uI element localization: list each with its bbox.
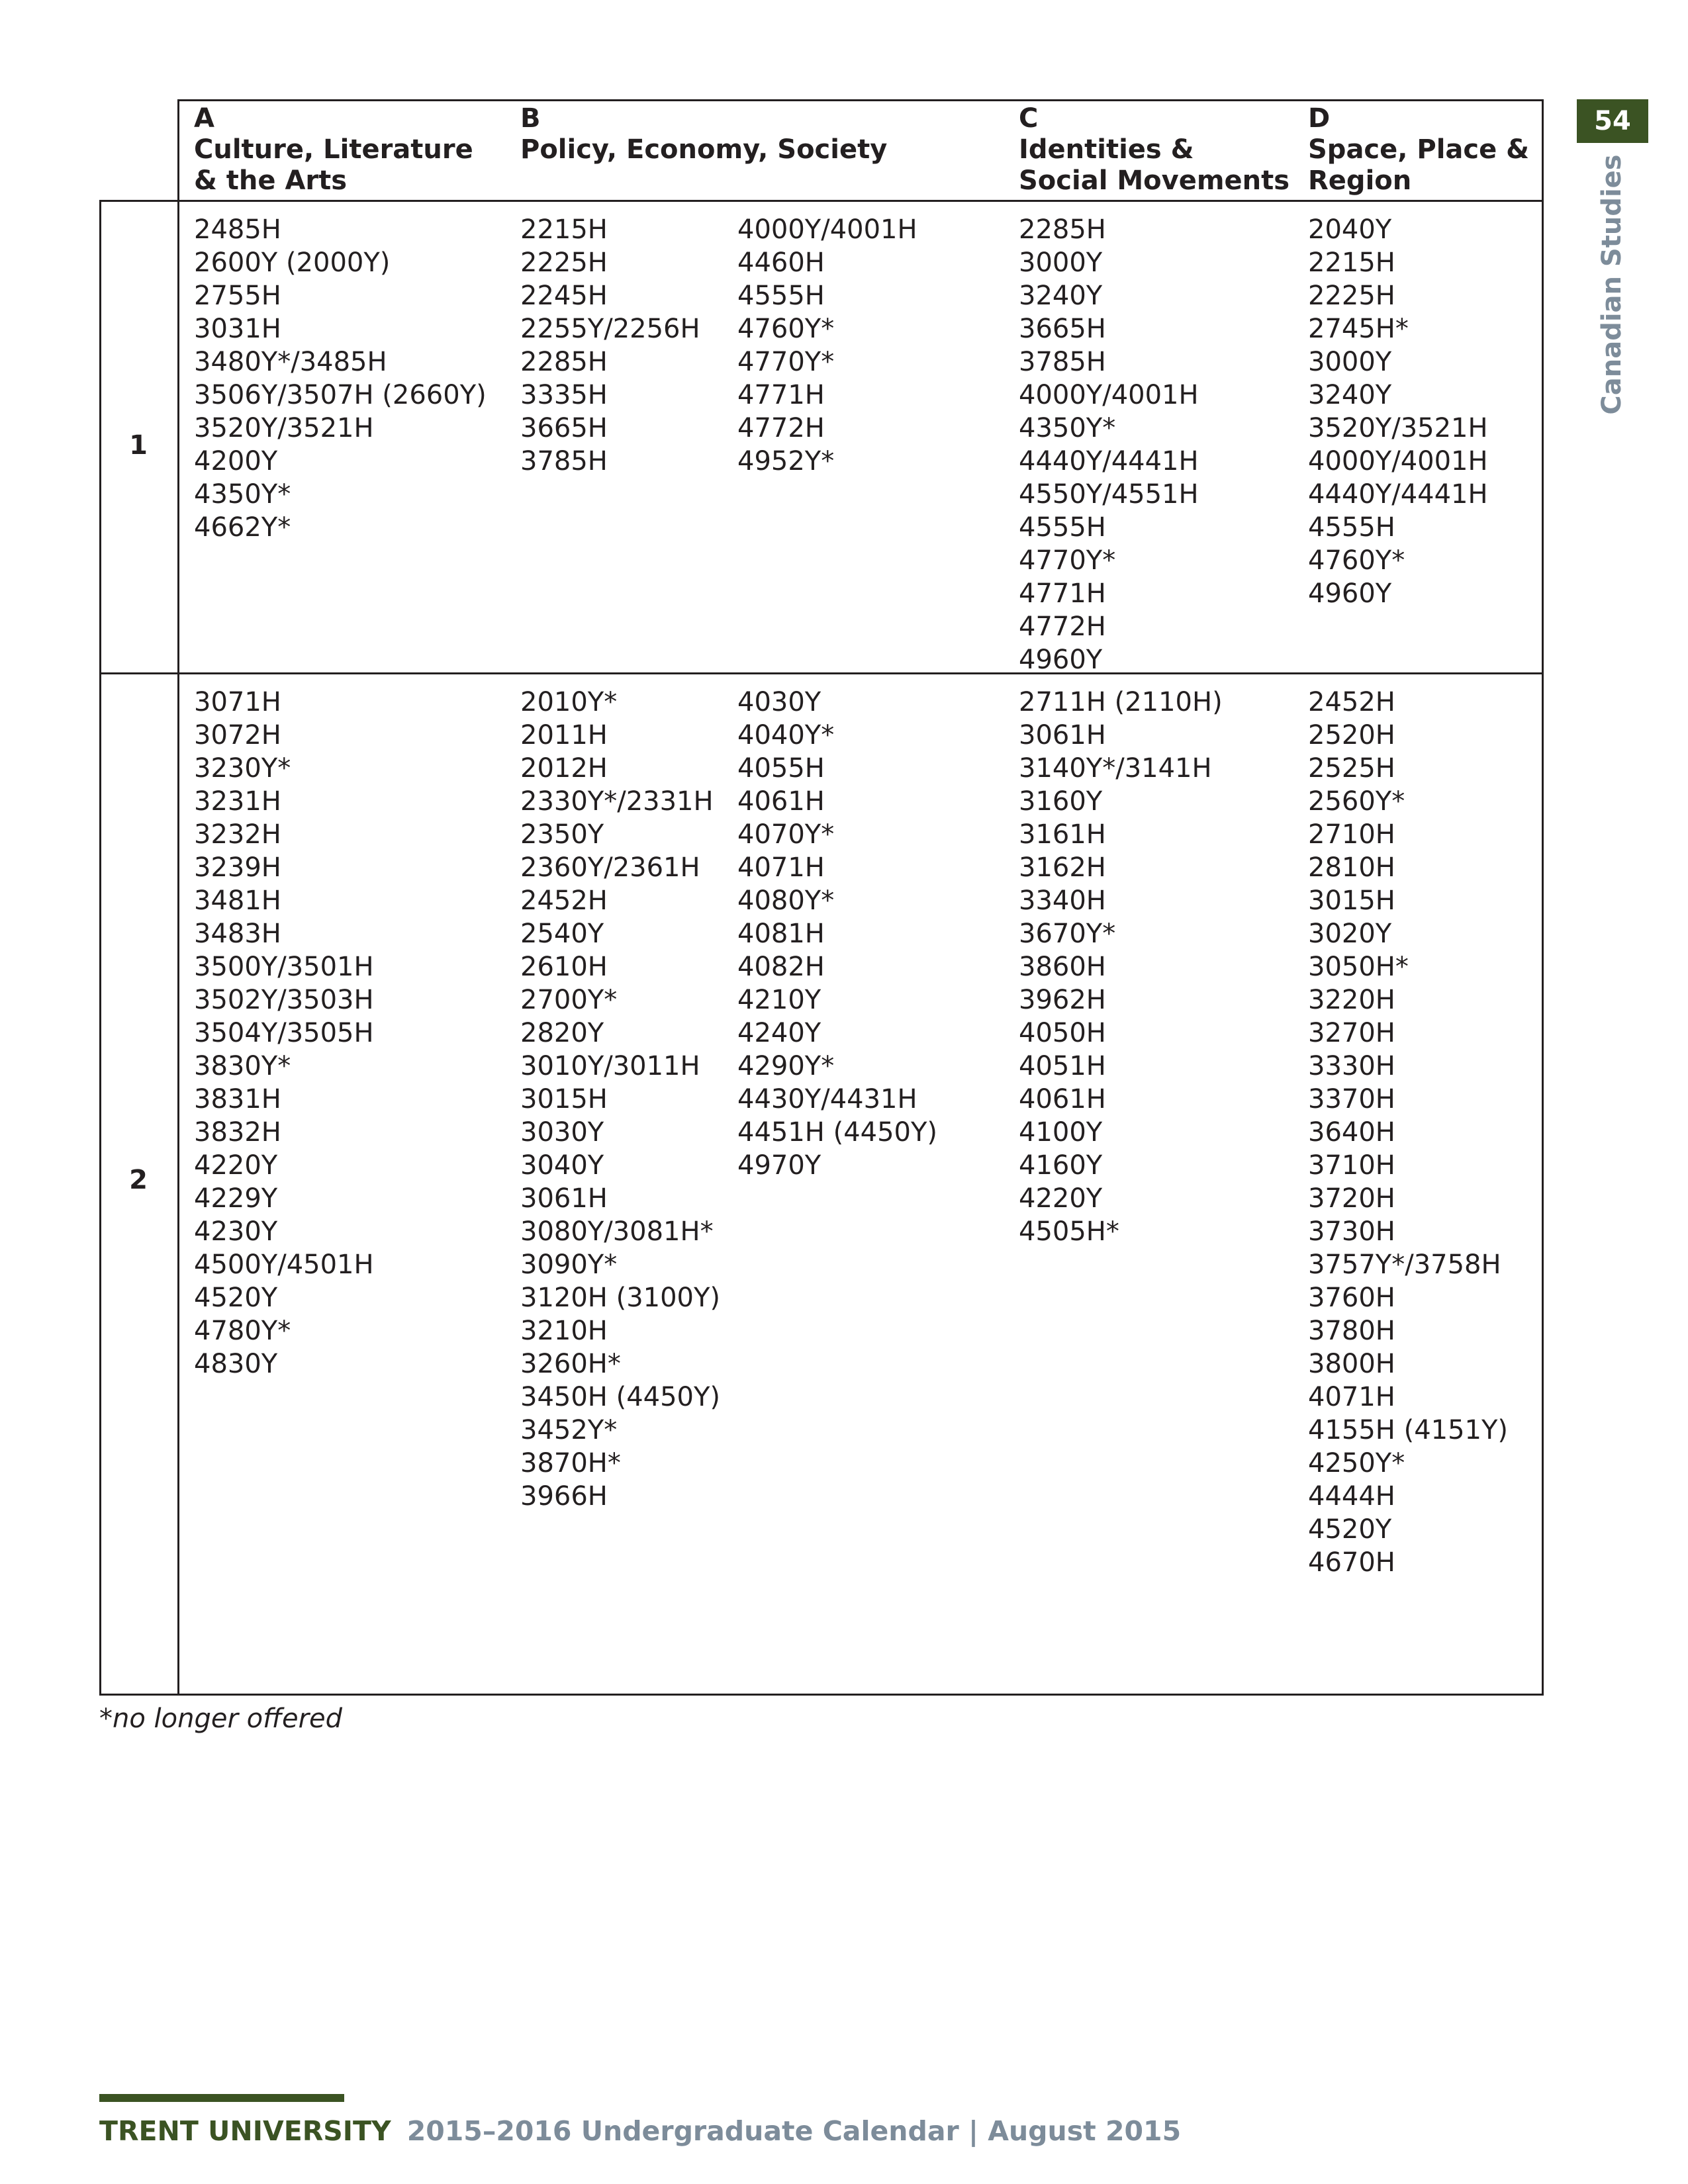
- course-code: 2225H: [1308, 281, 1395, 311]
- course-code: 4760Y*: [1308, 545, 1405, 576]
- course-code: 3785H: [520, 446, 608, 477]
- course-code: 3520Y/3521H: [1308, 413, 1488, 443]
- table-border-header: [99, 200, 1544, 202]
- course-code: 3710H: [1308, 1150, 1395, 1181]
- course-code: 4771H: [1019, 578, 1106, 609]
- course-code: 4160Y: [1019, 1150, 1103, 1181]
- course-code: 2710H: [1308, 819, 1395, 850]
- course-code: 3500Y/3501H: [194, 952, 374, 982]
- course-code: 4290Y*: [737, 1051, 835, 1081]
- course-code: 3015H: [520, 1084, 608, 1115]
- course-code: 2525H: [1308, 753, 1395, 784]
- course-code: 3000Y: [1019, 248, 1103, 278]
- course-code: 3031H: [194, 314, 281, 344]
- course-code: 3870H*: [520, 1448, 621, 1479]
- course-code: 4771H: [737, 380, 825, 410]
- row-2-column-b1: [520, 686, 720, 1513]
- course-code: 4770Y*: [1019, 545, 1116, 576]
- course-code: 3506Y/3507H (2660Y): [194, 380, 487, 410]
- course-code: 3000Y: [1308, 347, 1392, 377]
- course-code: 4500Y/4501H: [194, 1250, 374, 1280]
- course-code: 3080Y/3081H*: [520, 1216, 714, 1247]
- course-code: 2245H: [520, 281, 608, 311]
- course-code: 3480Y*/3485H: [194, 347, 387, 377]
- course-code: 4520Y: [194, 1283, 278, 1313]
- course-code: 4760Y*: [737, 314, 835, 344]
- course-code: 4350Y*: [194, 479, 291, 510]
- course-code: 4055H: [737, 753, 825, 784]
- course-code: 3340H: [1019, 886, 1106, 916]
- row-2-column-c: [1019, 686, 1223, 1248]
- course-code: 3481H: [194, 886, 281, 916]
- course-code: 3760H: [1308, 1283, 1395, 1313]
- course-code: 4444H: [1308, 1481, 1395, 1512]
- course-code: 4070Y*: [737, 819, 835, 850]
- table-border-label-column: [177, 99, 179, 1696]
- course-code: 4229Y: [194, 1183, 278, 1214]
- course-code: 4520Y: [1308, 1514, 1392, 1545]
- column-header-letter: D: [1308, 103, 1331, 134]
- course-code: 4555H: [1308, 512, 1395, 543]
- course-code: 4061H: [1019, 1084, 1106, 1115]
- course-code: 2810H: [1308, 852, 1395, 883]
- course-code: 3330H: [1308, 1051, 1395, 1081]
- course-code: 3061H: [1019, 720, 1106, 751]
- course-code: 3220H: [1308, 985, 1395, 1015]
- course-code: 3780H: [1308, 1316, 1395, 1346]
- column-header-letter: A: [194, 103, 214, 134]
- course-code: 3239H: [194, 852, 281, 883]
- course-code: 2560Y*: [1308, 786, 1405, 817]
- course-code: 3161H: [1019, 819, 1106, 850]
- course-code: 3071H: [194, 687, 281, 717]
- course-code: 2700Y*: [520, 985, 618, 1015]
- table-border-left: [99, 200, 101, 1696]
- course-code: 3260H*: [520, 1349, 621, 1379]
- course-code: 4071H: [1308, 1382, 1395, 1412]
- course-code: 4555H: [1019, 512, 1106, 543]
- course-code: 3832H: [194, 1117, 281, 1148]
- course-code: 4662Y*: [194, 512, 291, 543]
- course-code: 4230Y: [194, 1216, 278, 1247]
- section-side-label: Canadian Studies: [1597, 154, 1627, 415]
- course-code: 4071H: [737, 852, 825, 883]
- course-code: 4220Y: [194, 1150, 278, 1181]
- course-code: 4440Y/4441H: [1019, 446, 1199, 477]
- column-header-title: Identities & Social Movements: [1019, 134, 1290, 196]
- course-code: 4210Y: [737, 985, 821, 1015]
- course-code: 4000Y/4001H: [1019, 380, 1199, 410]
- course-code: 4952Y*: [737, 446, 835, 477]
- course-table: [99, 99, 1544, 1696]
- course-code: 4000Y/4001H: [737, 214, 917, 245]
- course-code: 2285H: [1019, 214, 1106, 245]
- course-code: 2215H: [520, 214, 608, 245]
- course-code: 4200Y: [194, 446, 278, 477]
- course-code: 3830Y*: [194, 1051, 291, 1081]
- course-code: 4350Y*: [1019, 413, 1116, 443]
- course-code: 4770Y*: [737, 347, 835, 377]
- course-code: 3785H: [1019, 347, 1106, 377]
- column-header-title: Culture, Literature & the Arts: [194, 134, 473, 196]
- course-code: 3015H: [1308, 886, 1395, 916]
- course-code: 4550Y/4551H: [1019, 479, 1199, 510]
- course-code: 3072H: [194, 720, 281, 751]
- course-code: 4505H*: [1019, 1216, 1119, 1247]
- footnote: *no longer offered: [99, 1704, 343, 1734]
- course-code: 4451H (4450Y): [737, 1117, 938, 1148]
- table-border-row-divider: [99, 672, 1544, 674]
- course-code: 2225H: [520, 248, 608, 278]
- course-code: 4240Y: [737, 1018, 821, 1048]
- course-code: 2745H*: [1308, 314, 1409, 344]
- course-code: 2711H (2110H): [1019, 687, 1223, 717]
- course-code: 2485H: [194, 214, 281, 245]
- column-header-b: [520, 99, 887, 165]
- course-code: 4050H: [1019, 1018, 1106, 1048]
- course-code: 4772H: [737, 413, 825, 443]
- course-code: 3120H (3100Y): [520, 1283, 721, 1313]
- course-code: 4250Y*: [1308, 1448, 1405, 1479]
- course-code: 2520H: [1308, 720, 1395, 751]
- course-code: 4830Y: [194, 1349, 278, 1379]
- course-code: 2360Y/2361H: [520, 852, 700, 883]
- course-code: 3665H: [1019, 314, 1106, 344]
- course-code: 4061H: [737, 786, 825, 817]
- table-border-right: [1542, 99, 1544, 1696]
- course-code: 3757Y*/3758H: [1308, 1250, 1501, 1280]
- course-code: 2010Y*: [520, 687, 618, 717]
- course-code: 3370H: [1308, 1084, 1395, 1115]
- course-code: 2820Y: [520, 1018, 604, 1048]
- course-code: 4970Y: [737, 1150, 821, 1181]
- course-code: 4051H: [1019, 1051, 1106, 1081]
- course-code: 3020Y: [1308, 919, 1392, 949]
- course-code: 4430Y/4431H: [737, 1084, 917, 1115]
- row-label-1: 1: [129, 430, 148, 461]
- course-code: 3231H: [194, 786, 281, 817]
- course-code: 4155H (4151Y): [1308, 1415, 1509, 1445]
- row-1-column-c: [1019, 213, 1199, 676]
- course-code: 3720H: [1308, 1183, 1395, 1214]
- page-footer: [99, 2115, 1181, 2147]
- course-code: 2452H: [1308, 687, 1395, 717]
- course-code: 3010Y/3011H: [520, 1051, 700, 1081]
- course-code: 2255Y/2256H: [520, 314, 700, 344]
- course-code: 3665H: [520, 413, 608, 443]
- course-code: 3483H: [194, 919, 281, 949]
- course-code: 4960Y: [1308, 578, 1392, 609]
- row-2-column-a: [194, 686, 374, 1381]
- course-code: 3090Y*: [520, 1250, 618, 1280]
- course-code: 3050H*: [1308, 952, 1409, 982]
- course-code: 2610H: [520, 952, 608, 982]
- course-code: 3061H: [520, 1183, 608, 1214]
- course-code: 4080Y*: [737, 886, 835, 916]
- course-code: 4082H: [737, 952, 825, 982]
- course-code: 3160Y: [1019, 786, 1103, 817]
- course-code: 3502Y/3503H: [194, 985, 374, 1015]
- course-code: 3270H: [1308, 1018, 1395, 1048]
- course-code: 2012H: [520, 753, 608, 784]
- course-code: 3335H: [520, 380, 608, 410]
- course-code: 2215H: [1308, 248, 1395, 278]
- footer-university: TRENT UNIVERSITY: [99, 2115, 391, 2147]
- course-code: 3450H (4450Y): [520, 1382, 721, 1412]
- course-code: 3800H: [1308, 1349, 1395, 1379]
- course-code: 3210H: [520, 1316, 608, 1346]
- footer-calendar: 2015–2016 Undergraduate Calendar | August 2015: [406, 2115, 1182, 2147]
- course-code: 3232H: [194, 819, 281, 850]
- column-header-d: [1308, 99, 1529, 197]
- course-code: 4772H: [1019, 612, 1106, 642]
- course-code: 2011H: [520, 720, 608, 751]
- course-code: 3040Y: [520, 1150, 604, 1181]
- column-header-letter: C: [1019, 103, 1039, 134]
- row-1-column-b1: [520, 213, 700, 478]
- row-label-2: 2: [129, 1165, 148, 1195]
- course-code: 2452H: [520, 886, 608, 916]
- course-code: 3140Y*/3141H: [1019, 753, 1212, 784]
- course-code: 3962H: [1019, 985, 1106, 1015]
- column-header-title: Space, Place & Region: [1308, 134, 1530, 196]
- course-code: 4000Y/4001H: [1308, 446, 1488, 477]
- course-code: 4440Y/4441H: [1308, 479, 1488, 510]
- course-code: 3504Y/3505H: [194, 1018, 374, 1048]
- row-1-column-a: [194, 213, 487, 544]
- course-code: 3860H: [1019, 952, 1106, 982]
- course-code: 4030Y: [737, 687, 821, 717]
- column-header-letter: B: [520, 103, 541, 134]
- course-code: 3452Y*: [520, 1415, 618, 1445]
- row-2-column-b2: [737, 686, 937, 1182]
- page-number-badge: 54: [1577, 99, 1648, 143]
- course-code: 4220Y: [1019, 1183, 1103, 1214]
- footer-rule: [99, 2094, 344, 2102]
- course-code: 4040Y*: [737, 720, 835, 751]
- course-code: 4460H: [737, 248, 825, 278]
- course-code: 4555H: [737, 281, 825, 311]
- course-code: 4081H: [737, 919, 825, 949]
- course-code: 4960Y: [1019, 645, 1103, 675]
- course-code: 2285H: [520, 347, 608, 377]
- column-header-c: [1019, 99, 1289, 197]
- course-code: 3520Y/3521H: [194, 413, 374, 443]
- course-code: 3640H: [1308, 1117, 1395, 1148]
- course-code: 4100Y: [1019, 1117, 1103, 1148]
- row-1-column-d: [1308, 213, 1488, 610]
- course-code: 2540Y: [520, 919, 604, 949]
- course-code: 3230Y*: [194, 753, 291, 784]
- course-code: 2330Y*/2331H: [520, 786, 714, 817]
- course-code: 3670Y*: [1019, 919, 1116, 949]
- course-code: 3730H: [1308, 1216, 1395, 1247]
- row-2-column-d: [1308, 686, 1508, 1579]
- course-code: 3966H: [520, 1481, 608, 1512]
- course-code: 2040Y: [1308, 214, 1392, 245]
- table-border-bottom: [99, 1694, 1544, 1696]
- course-code: 3240Y: [1308, 380, 1392, 410]
- course-code: 4780Y*: [194, 1316, 291, 1346]
- course-code: 2600Y (2000Y): [194, 248, 391, 278]
- course-code: 2755H: [194, 281, 281, 311]
- column-header-title: Policy, Economy, Society: [520, 134, 888, 165]
- column-header-a: [194, 99, 473, 197]
- course-code: 3831H: [194, 1084, 281, 1115]
- course-code: 3030Y: [520, 1117, 604, 1148]
- course-code: 4670H: [1308, 1547, 1395, 1578]
- course-code: 3162H: [1019, 852, 1106, 883]
- course-code: 2350Y: [520, 819, 604, 850]
- course-code: 3240Y: [1019, 281, 1103, 311]
- row-1-column-b2: [737, 213, 917, 478]
